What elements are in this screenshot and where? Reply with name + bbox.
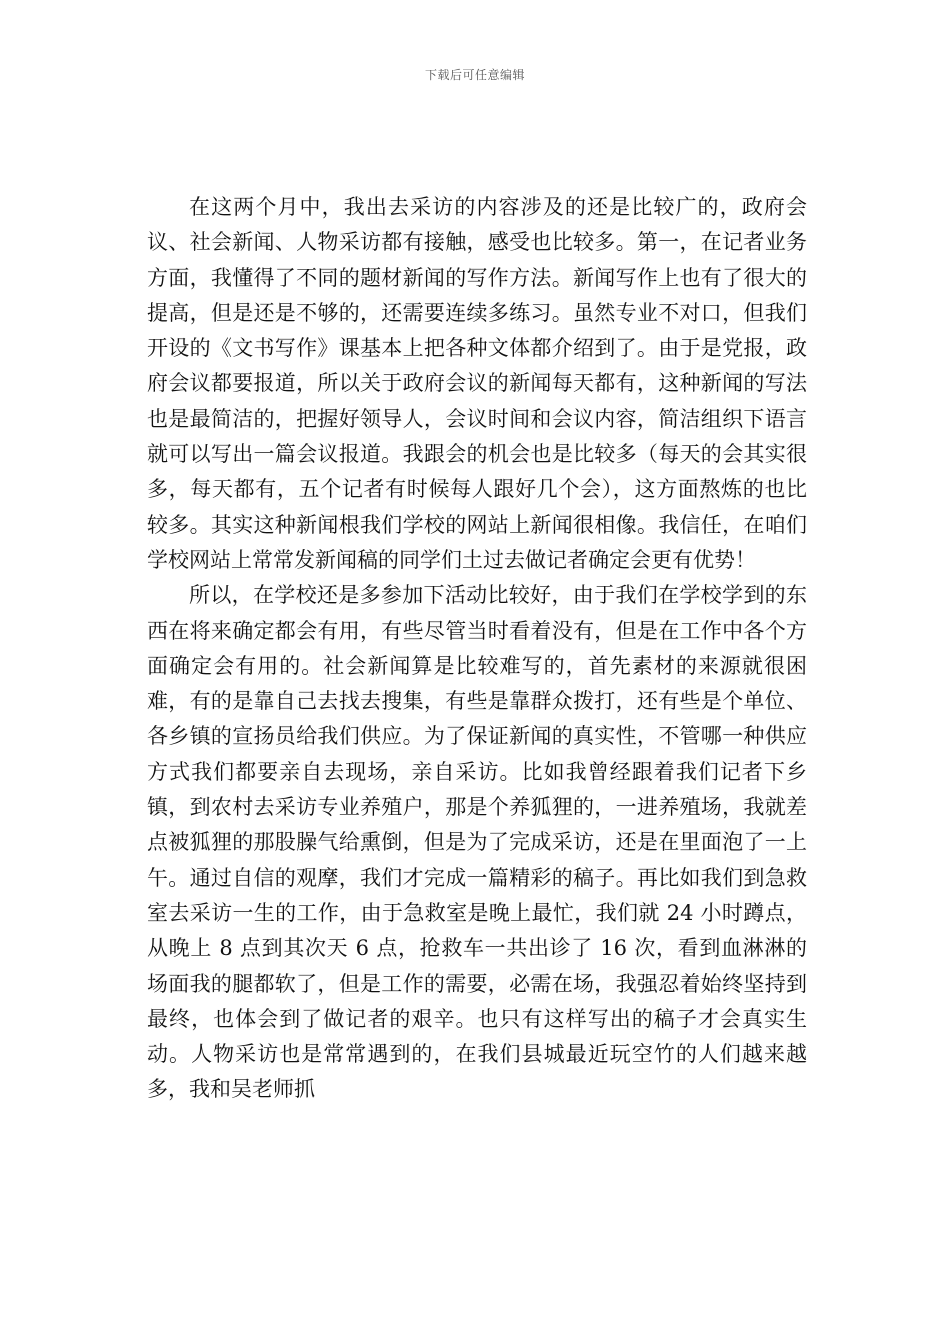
body-text [147, 190, 807, 1108]
page-header: 下载后可任意编辑 [424, 68, 525, 82]
paragraph-2: 所以，在学校还是多参加下活动比较好，由于我们在学校学到的东西在将来确定都会有用，有些尽管当时看着没有，但是在工作中各个方面确定会有用的。社会新闻算是比较难写的，首先素材的来源就很困难，有的是靠自己去找去搜集，有些是靠群众拨打，还有些是个单位、各乡镇的宣扬员给我们供应。为了保证新闻的真实性，不管哪一种供应方式我们都要亲自去现场，亲自采访。比如我曾经跟着我们记者下乡镇，到农村去采访专业养殖户，那是个养狐狸的，一进养殖场，我就差点被狐狸的那股臊气给熏倒，但是为了完成采访，还是在里面泡了一上午。通过自信的观摩，我们才完成一篇精彩的稿子。再比如我们到急救室去采访一生的工作，由于急救室是晚上最忙，我们就 24 小时蹲点，从晚上 8 点到其次天 6 点，抢救车一共出诊了 16 次，看到血淋淋的场面我的腿都软了，但是工作的需要，必需在场，我强忍着始终坚持到最终，也体会到了做记者的艰辛。也只有这样写出的稿子才会真实生动。人物采访也是常常遇到的，在我们县城最近玩空竹的人们越来越多，我和吴老师抓 [147, 583, 807, 1102]
paragraph-1: 在这两个月中，我出去采访的内容涉及的还是比较广的，政府会议、社会新闻、人物采访都有接触，感受也比较多。第一，在记者业务方面，我懂得了不同的题材新闻的写作方法。新闻写作上也有了很大的提高，但是还是不够的，还需要连续多练习。虽然专业不对口，但我们开设的《文书写作》课基本上把各种文体都介绍到了。由于是党报，政府会议都要报道，所以关于政府会议的新闻每天都有，这种新闻的写法也是最简洁的，把握好领导人，会议时间和会议内容，简洁组织下语言就可以写出一篇会议报道。我跟会的机会也是比较多（每天的会其实很多，每天都有，五个记者有时候每人跟好几个会），这方面熬炼的也比较多。其实这种新闻根我们学校的网站上新闻很相像。我信任，在咱们学校网站上常常发新闻稿的同学们土过去做记者确定会更有优势！ [147, 195, 807, 572]
